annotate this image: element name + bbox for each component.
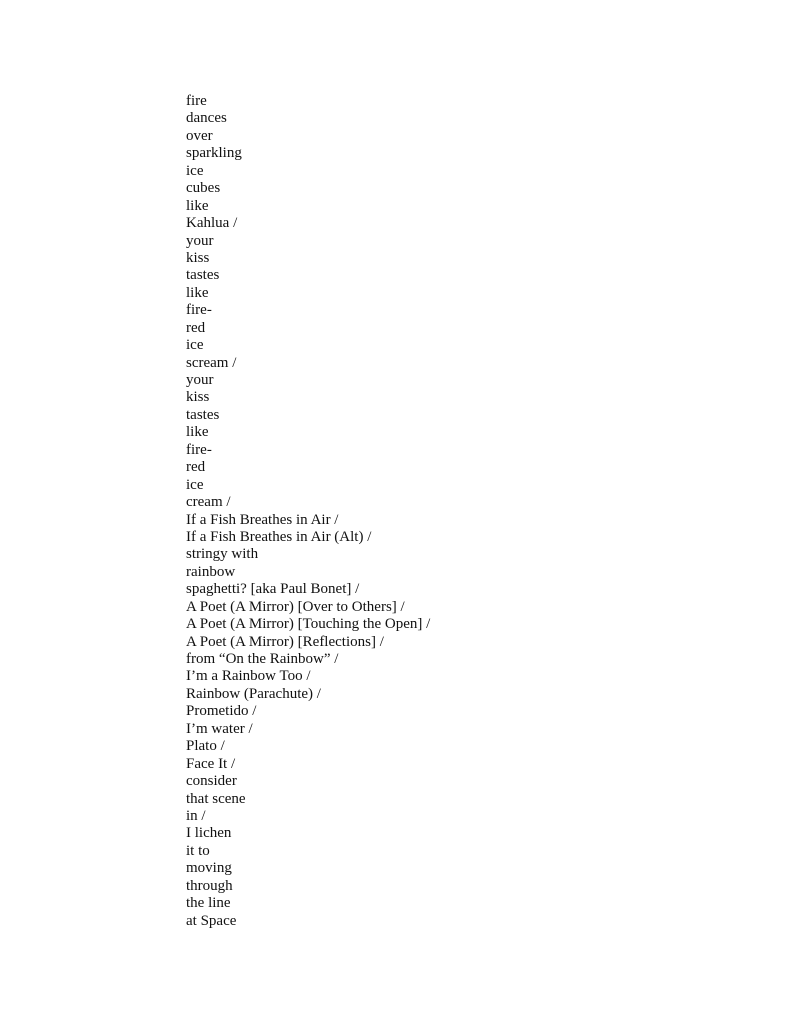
poem-line: spaghetti? [aka Paul Bonet] / (186, 581, 360, 598)
poem-line: ice (186, 162, 204, 179)
poem-line: moving (186, 860, 232, 877)
poem-line: ice (186, 476, 204, 493)
poem-line: fire- (186, 302, 212, 319)
poem-text (186, 93, 430, 930)
poem-line: stringy with (186, 546, 259, 563)
poem-line: rainbow (186, 563, 236, 580)
poem-line: A Poet (A Mirror) [Over to Others] / (186, 598, 405, 615)
poem-line: it to (186, 842, 210, 859)
poem-line: tastes (186, 406, 220, 423)
poem-line: ice (186, 337, 204, 354)
poem-line: fire- (186, 441, 212, 458)
poem-line: red (186, 459, 206, 476)
poem-line: over (186, 127, 213, 144)
poem-line: at Space (186, 912, 237, 929)
poem-line: your (186, 232, 214, 249)
poem-line: I’m water / (186, 720, 253, 737)
poem-line: dances (186, 110, 227, 127)
poem-line: kiss (186, 389, 210, 406)
poem-line: like (186, 284, 209, 301)
poem-line: I lichen (186, 825, 232, 842)
poem-line: that scene (186, 790, 246, 807)
poem-line: Rainbow (Parachute) / (186, 685, 321, 702)
poem-line: consider (186, 773, 237, 790)
poem-line: cubes (186, 180, 221, 197)
poem-line: sparkling (186, 145, 242, 162)
poem-line: I’m a Rainbow Too / (186, 668, 311, 685)
poem-line: Face It / (186, 755, 236, 772)
poem-line: Plato / (186, 738, 225, 755)
poem-line: the line (186, 895, 231, 912)
poem-line: scream / (186, 354, 237, 371)
poem-line: from “On the Rainbow” / (186, 651, 339, 667)
poem-line: tastes (186, 267, 220, 284)
poem-line: Prometido / (186, 703, 257, 720)
poem-line: fire (186, 93, 207, 109)
poem-line: Kahlua / (186, 215, 238, 232)
poem-line: your (186, 372, 214, 388)
poem-line: kiss (186, 249, 210, 266)
poem-line: cream / (186, 494, 231, 511)
poem-line: red (186, 319, 206, 336)
poem-line: A Poet (A Mirror) [Touching the Open] / (186, 616, 431, 633)
poem-line: like (186, 424, 209, 441)
poem-line: like (186, 197, 209, 214)
poem-line: through (186, 877, 233, 894)
poem-line: If a Fish Breathes in Air / (186, 511, 339, 528)
poem-line: If a Fish Breathes in Air (Alt) / (186, 528, 372, 545)
poem-line: A Poet (A Mirror) [Reflections] / (186, 633, 384, 650)
poem-line: in / (186, 807, 206, 824)
